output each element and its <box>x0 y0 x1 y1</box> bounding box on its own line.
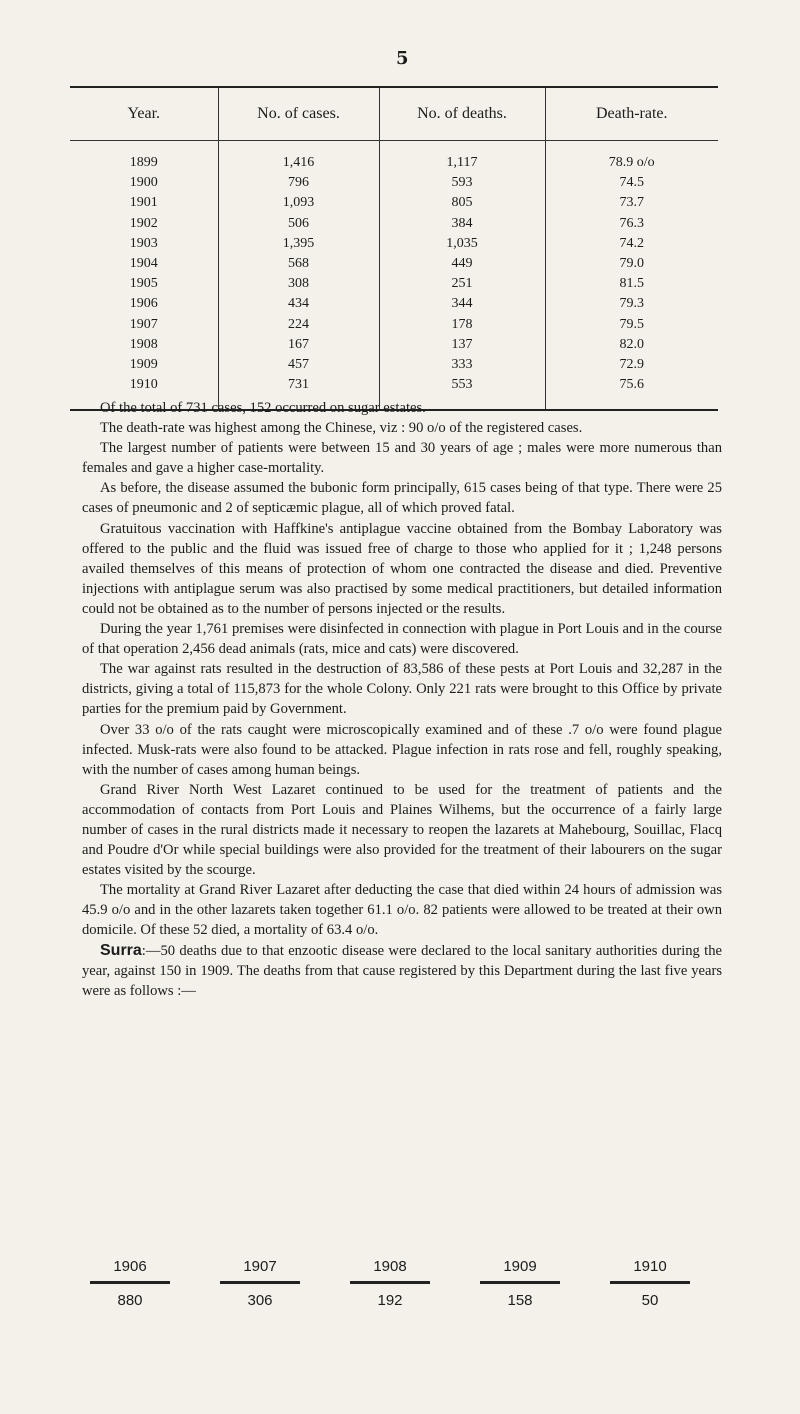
cell-deaths: 384 <box>379 214 545 234</box>
surra-value: 158 <box>507 1292 533 1309</box>
cell-deaths: 137 <box>379 335 545 355</box>
paragraph: Of the total of 731 cases, 152 occurred on sugar estates. <box>100 400 426 416</box>
cell-year: 1902 <box>129 215 158 231</box>
surra-values-row <box>90 1292 690 1309</box>
surra-deaths-table <box>90 1258 690 1309</box>
page-number: 5 <box>396 48 409 69</box>
cell-deaths: 553 <box>379 375 545 410</box>
paragraph: Over 33 o/o of the rats caught were microscopically examined and of these .7 o/o were found plague infected. Musk-rats were also found to be attacked. Plague infection in rats rose and fell, roughly speaking, with the number of cases among human beings. <box>82 721 722 778</box>
cell-cases: 1,093 <box>218 193 379 213</box>
cell-cases: 167 <box>218 335 379 355</box>
header-death-rate: Death-rate. <box>545 87 718 141</box>
cell-death-rate: 82.0 <box>545 335 718 355</box>
cell-death-rate: 79.3 <box>545 294 718 314</box>
cell-cases: 506 <box>218 214 379 234</box>
header-cases: No. of cases. <box>218 87 379 141</box>
header-deaths: No. of deaths. <box>379 87 545 141</box>
table-row <box>70 294 718 314</box>
cell-year: 1903 <box>129 235 158 251</box>
table-row <box>70 173 718 193</box>
cell-year: 1905 <box>129 276 158 292</box>
report-body <box>82 398 722 1001</box>
cell-deaths: 344 <box>379 294 545 314</box>
surra-value: 880 <box>117 1292 143 1309</box>
cell-cases: 434 <box>218 294 379 314</box>
cell-deaths: 333 <box>379 355 545 375</box>
table-row <box>70 355 718 375</box>
cell-cases: 224 <box>218 315 379 335</box>
cell-year: 1910 <box>70 375 218 410</box>
table-row <box>70 315 718 335</box>
header-year: Year. <box>70 87 218 141</box>
cell-cases: 1,416 <box>218 141 379 174</box>
paragraph: The war against rats resulted in the destruction of 83,586 of these pests at Port Louis and 32,287 in the districts, giving a total of 115,873 for the whole Colony. Only 221 rats were brought to this Office by private parties for the premium paid by Government. <box>82 661 722 718</box>
table-row <box>70 274 718 294</box>
cell-deaths: 449 <box>379 254 545 274</box>
table-header-row <box>70 87 718 141</box>
surra-year: 1910 <box>610 1258 690 1284</box>
cell-death-rate: 75.6 <box>545 375 718 410</box>
cell-year: 1908 <box>129 336 158 352</box>
surra-year: 1906 <box>90 1258 170 1284</box>
paragraph: As before, the disease assumed the bubonic form principally, 615 cases being of that type. There were 25 cases of pneumonic and 2 of septicæmic plague, all of which proved fatal. <box>82 480 722 517</box>
cell-year: 1904 <box>129 256 158 272</box>
cell-year: 1909 <box>129 356 158 372</box>
cell-cases: 568 <box>218 254 379 274</box>
cell-year: 1907 <box>129 316 158 332</box>
cell-deaths: 805 <box>379 193 545 213</box>
cell-death-rate: 76.3 <box>545 214 718 234</box>
cell-death-rate: 81.5 <box>545 274 718 294</box>
surra-value: 306 <box>247 1292 273 1309</box>
cell-cases: 308 <box>218 274 379 294</box>
surra-year: 1909 <box>480 1258 560 1284</box>
cell-death-rate: 79.5 <box>545 315 718 335</box>
table-row <box>70 214 718 234</box>
surra-value: 192 <box>377 1292 403 1309</box>
surra-year: 1907 <box>220 1258 300 1284</box>
cell-deaths: 593 <box>379 173 545 193</box>
paragraph: During the year 1,761 premises were disinfected in connection with plague in Port Louis and in the course of that operation 2,456 dead animals (rats, mice and cats) were discovered. <box>82 621 722 658</box>
cell-death-rate: 74.5 <box>545 173 718 193</box>
cell-death-rate: 74.2 <box>545 234 718 254</box>
surra-text: :—50 deaths due to that enzootic disease were declared to the local sanitary authorities during the year, against 150 in 1909. The deaths from that cause registered by this Department during the last five years were as follows :— <box>82 942 722 999</box>
paragraph: The mortality at Grand River Lazaret after deducting the case that died within 24 hours of admission was 45.9 o/o and in the other lazarets taken together 61.1 o/o. 82 patients were allowed to be treated at their own domicile. Of these 52 died, a mortality of 63.4 o/o. <box>82 882 722 939</box>
surra-value: 50 <box>641 1292 659 1309</box>
surra-heading: Surra <box>100 941 142 959</box>
cell-cases: 1,395 <box>218 234 379 254</box>
cell-deaths: 251 <box>379 274 545 294</box>
cell-year: 1900 <box>129 175 158 191</box>
table-row <box>70 234 718 254</box>
surra-years-row <box>90 1258 690 1284</box>
paragraph: Gratuitous vaccination with Haffkine's antiplague vaccine obtained from the Bombay Laboratory was offered to the public and the fluid was issued free of charge to those who applied for it ; 1,248 persons availed themselves of this means of protection of whom one contracted the disease and died. Preventive injections with antiplague serum was also practised by some medical practitioners, but detailed information could not be obtained as to the number of persons injected or the results. <box>82 520 722 617</box>
table-row <box>70 335 718 355</box>
paragraph: The largest number of patients were between 15 and 30 years of age ; males were more numerous than females and gave a higher case-mortality. <box>82 440 722 477</box>
cell-deaths: 178 <box>379 315 545 335</box>
cell-death-rate: 72.9 <box>545 355 718 375</box>
surra-paragraph <box>82 941 722 1001</box>
cell-year: 1906 <box>129 296 158 312</box>
table-row <box>70 193 718 213</box>
cell-deaths: 1,035 <box>379 234 545 254</box>
plague-statistics-table <box>70 86 718 411</box>
paragraph: The death-rate was highest among the Chinese, viz : 90 o/o of the registered cases. <box>100 420 583 437</box>
cell-death-rate: 73.7 <box>545 193 718 213</box>
cell-death-rate: 78.9 o/o <box>545 141 718 174</box>
cell-cases: 457 <box>218 355 379 375</box>
cell-cases: 731 <box>218 375 379 410</box>
cell-cases: 796 <box>218 173 379 193</box>
cell-year: 1899 <box>129 155 158 171</box>
cell-deaths: 1,117 <box>379 141 545 174</box>
table-row <box>70 254 718 274</box>
cell-death-rate: 79.0 <box>545 254 718 274</box>
table-row <box>70 141 718 174</box>
paragraph: Grand River North West Lazaret continued to be used for the treatment of patients and the accommodation of contacts from Port Louis and Plaines Wilhems, but the occurrence of a fairly large number of cases in the rural districts made it necessary to reopen the lazarets at Mahebourg, Souillac, Flacq and Poudre d'Or while special buildings were also provided for the treatment of their labourers on the sugar estates visited by the scourge. <box>82 781 722 879</box>
cell-year: 1901 <box>129 195 158 211</box>
surra-year: 1908 <box>350 1258 430 1284</box>
